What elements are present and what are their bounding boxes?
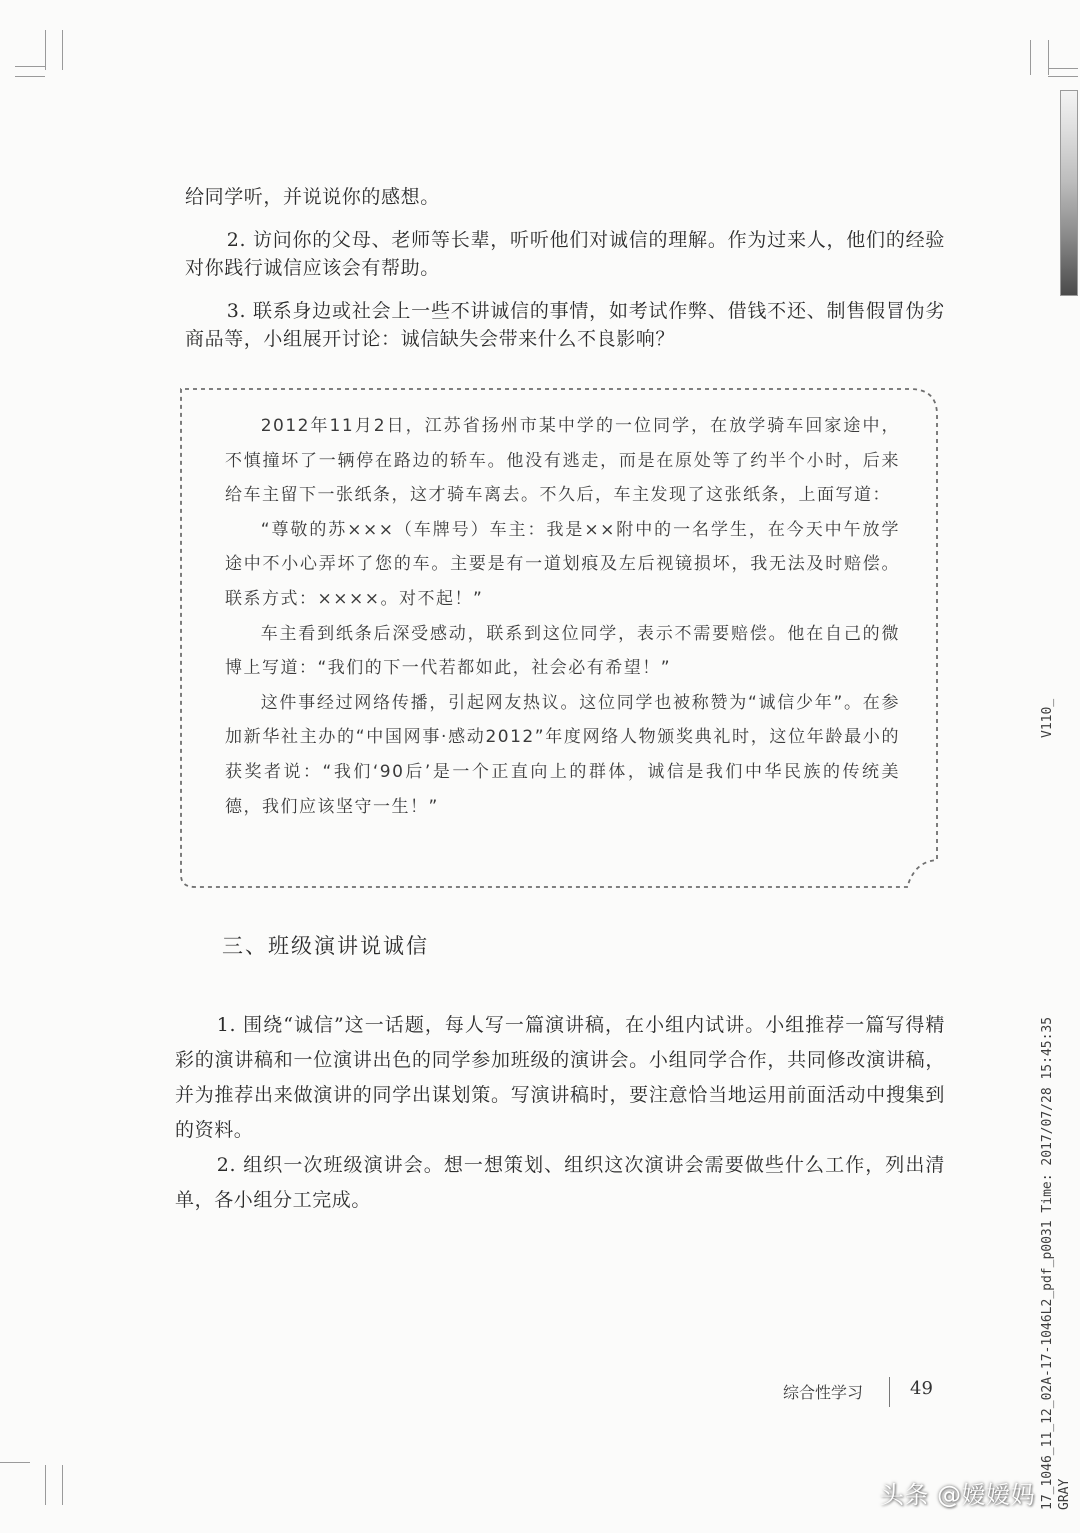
crop-mark <box>1048 40 1049 75</box>
story-paragraph: 2012年11月2日，江苏省扬州市某中学的一位同学，在放学骑车回家途中，不慎撞坏了一辆停在路边的轿车。他没有逃走，而是在原处等了约半个小时，后来给车主留下一张纸条，这才骑车离去。不久后，车主发现了这张纸条，上面写道： <box>225 416 900 506</box>
crop-mark <box>45 30 46 70</box>
watermark: 头条 @嫒嫒妈 <box>880 1481 1036 1509</box>
crop-mark <box>15 76 45 77</box>
crop-mark <box>1048 76 1078 77</box>
page-number: 49 <box>910 1378 933 1399</box>
crop-mark <box>62 1465 63 1505</box>
paragraph-item-2: 2. 访问你的父母、老师等长辈，听听他们对诚信的理解。作为过来人，他们的经验对你践行诚信应该会有帮助。 <box>185 229 945 279</box>
section-title: 三、班级演讲说诚信 <box>222 934 429 958</box>
gray-calibration-strip <box>1060 90 1078 296</box>
crop-mark <box>1030 40 1031 75</box>
footer-divider <box>889 1377 890 1407</box>
crop-mark <box>15 66 45 67</box>
story-paragraph: “尊敬的苏×××（车牌号）车主：我是××附中的一名学生，在今天中午放学途中不小心弄坏了您的车。主要是有一道划痕及左后视镜损坏，我无法及时赔偿。联系方式：××××。对不起！” <box>225 519 900 609</box>
paragraph-continuation: 给同学听，并说说你的感想。 <box>185 186 440 208</box>
paragraph-speech-1: 1. 围绕“诚信”这一话题，每人写一篇演讲稿，在小组内试讲。小组推荐一篇写得精彩的演讲稿和一位演讲出色的同学参加班级的演讲会。小组同学合作，共同修改演讲稿，并为推荐出来做演讲的同学出谋划策。写演讲稿时，要注意恰当地运用前面活动中搜集到的资料。 <box>175 1014 945 1141</box>
story-paragraph: 这件事经过网络传播，引起网友热议。这位同学也被称赞为“诚信少年”。在参加新华社主办的“中国网事·感动2012”年度网络人物颁奖典礼时，这位年龄最小的获奖者说：“我们‘90后’是一个正直向上的群体，诚信是我们中华民族的传统美德，我们应该坚守一生！” <box>225 692 900 817</box>
footer-section-label: 综合性学习 <box>783 1383 864 1402</box>
side-label-file-info: 17_1046_11_12_02A-17-1046L2_pdf_p0031 Time: 2017/07/28 15:45:35 <box>1040 1016 1055 1510</box>
story-paragraph: 车主看到纸条后深受感动，联系到这位同学，表示不需要赔偿。他在自己的微博上写道：“我们的下一代若都如此，社会必有希望！” <box>225 623 900 679</box>
story-box <box>175 385 943 890</box>
story-text <box>225 409 900 824</box>
side-label-gray: GRAY <box>1057 1478 1072 1510</box>
side-label-version: V110_ <box>1040 698 1055 738</box>
crop-mark <box>0 1462 30 1463</box>
crop-mark <box>45 1465 46 1505</box>
crop-mark <box>1048 68 1078 69</box>
paragraph-speech-2: 2. 组织一次班级演讲会。想一想策划、组织这次演讲会需要做些什么工作，列出清单，各小组分工完成。 <box>175 1154 945 1211</box>
paragraph-item-3: 3. 联系身边或社会上一些不讲诚信的事情，如考试作弊、借钱不还、制售假冒伪劣商品等，小组展开讨论：诚信缺失会带来什么不良影响？ <box>185 300 945 350</box>
crop-mark <box>62 30 63 70</box>
